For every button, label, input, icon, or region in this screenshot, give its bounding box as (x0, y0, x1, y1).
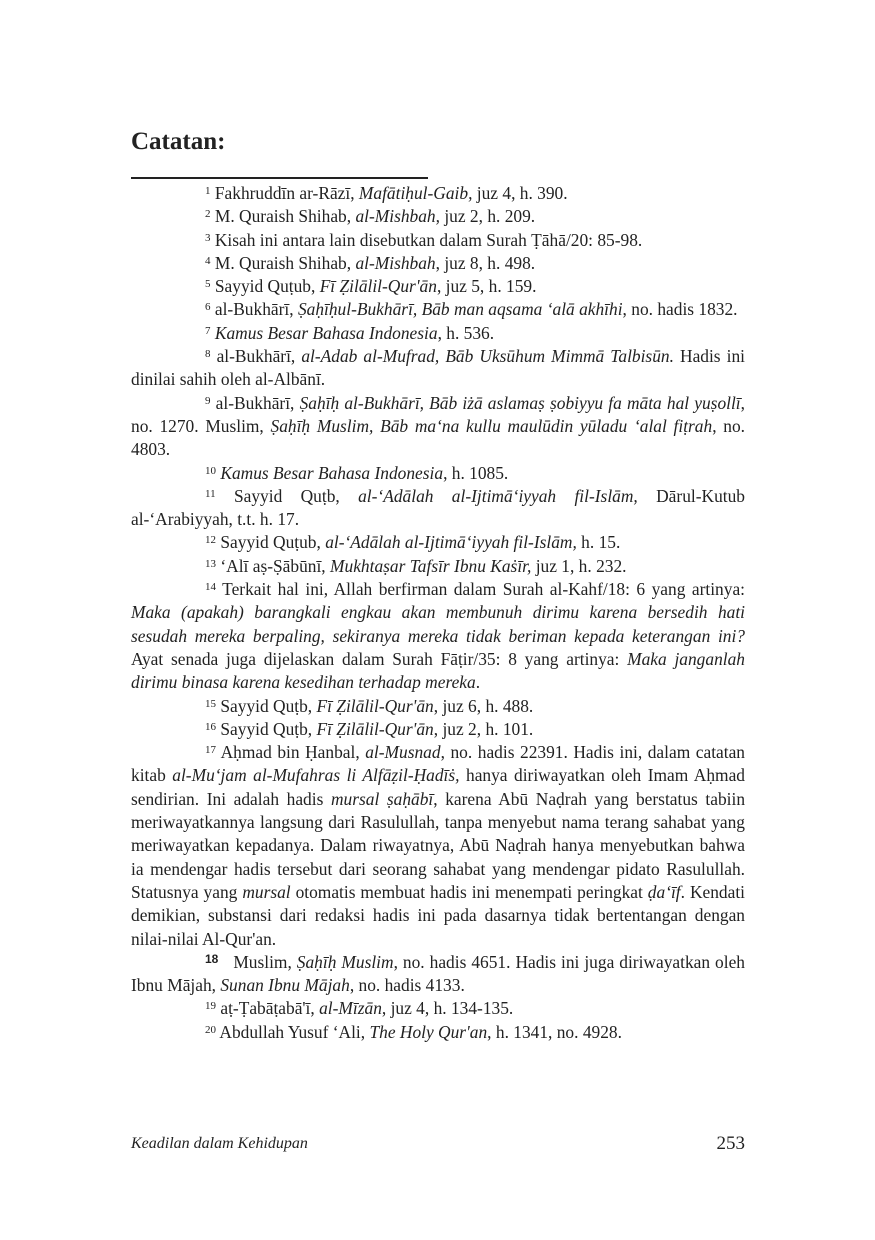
footnote-text: Sayyid Quṭub, (214, 276, 320, 297)
footnote-number: 6 (205, 301, 211, 314)
footnote-text: juz 2, h. 209. (439, 206, 536, 227)
footnote-number: 9 (205, 394, 211, 407)
footnote-17 (131, 741, 745, 951)
footnote-italic-text: Fī Ẓilālil-Qur'ān (316, 718, 434, 739)
footnote-number: 15 (205, 697, 216, 710)
footnote-14 (131, 578, 745, 694)
footnote-italic-text: Ṣaḥīḥ Muslim, Bāb ma‘na kullu maulūdin yūladu ‘alal fiṭrah (270, 415, 713, 436)
footnote-italic-text: Ṣaḥīḥ al-Bukhārī, Bāb iżā aslamaṣ ṣobiyyu fa māta hal yuṣollī (299, 392, 741, 413)
footnote-text: , juz 5, h. 159. (436, 276, 537, 297)
footnote-text: . (475, 672, 481, 693)
footnote-text: Kisah ini antara lain disebutkan dalam Surah Ṭāhā/20: 85-98. (214, 229, 643, 250)
footnote-2 (131, 205, 745, 228)
footnote-text: Ayat senada juga dijelaskan dalam Surah Fāṭir/35: 8 yang artinya: (131, 648, 628, 669)
footnote-4 (131, 252, 745, 275)
footnote-10 (131, 462, 745, 485)
footnote-italic-text: al-Mishbah, (355, 206, 440, 227)
footnote-italic-text: Fī Ẓilālil-Qur'ān (319, 276, 437, 297)
footnote-number: 18 (205, 951, 219, 966)
footnote-20 (131, 1021, 745, 1044)
footnote-text: Aḥmad bin Ḥanbal, (220, 742, 366, 763)
footnote-text: juz 1, h. 232. (531, 555, 627, 576)
footnote-text: . Kendati demikian, substansi dari redaksi hadis ini pada dasarnya tidak bertentangan dengan nilai-nilai Al-Qur'an. (131, 881, 745, 949)
footnote-text: , no. 4803. (131, 415, 746, 460)
footnote-text: Fakhruddīn ar-Rāzī, (214, 183, 359, 203)
footnote-text: Dārul-Kutub al-‘Arabiyyah, t.t. h. 17. (131, 485, 745, 530)
footnote-text: Sayyid Quṭb, (233, 485, 359, 506)
footnote-text: ‘Alī aṣ-Ṣābūnī, (220, 555, 331, 576)
footnote-italic-text: Mukhtaṣar Tafsīr Ibnu Kaṡīr, (330, 555, 532, 576)
footnote-text: h. 15. (576, 532, 621, 553)
footnote-italic-text: Ṣaḥīḥ Muslim (296, 951, 394, 972)
footnote-italic-text: mursal ṣaḥābī (330, 788, 434, 809)
footnote-text: Sayyid Quṭb, (220, 695, 317, 716)
footnote-text: otomatis membuat hadis ini menempati peringkat (290, 881, 648, 902)
footnote-text: al-Bukhārī, (214, 299, 298, 320)
footnote-italic-text: al-Musnad (365, 742, 441, 763)
footnote-number: 7 (205, 324, 211, 337)
footnote-italic-text: mursal (242, 881, 291, 902)
footnote-3 (131, 229, 745, 252)
footnote-text: Abdullah Yusuf ‘Ali, (219, 1021, 370, 1042)
footnote-italic-text: Maka janganlah dirimu binasa karena kesedihan terhadap mereka (131, 648, 745, 693)
footnote-number: 5 (205, 278, 211, 291)
footnote-number: 19 (205, 1000, 216, 1013)
footnote-italic-text: ḍa‘īf (647, 881, 681, 902)
footnote-text: , karena Abū Naḍrah yang berstatus tabiin meriwayatkannya langsung dari Rasulullah, tanpa menyebut nama terang sahabat yang meriwayatkan kepadanya. Dalam riwayatnya, Abū Naḍrah hanya menyebutkan bahwa ia mendengar hadis tersebut dari seorang sahabat yang mendengar pidato Rasulullah. Statusnya yang (131, 788, 746, 902)
footnote-text: Terkait hal ini, Allah berfirman dalam Surah al-Kahf/18: 6 yang artinya: (222, 579, 745, 600)
footnote-italic-text: Fī Ẓilālil-Qur'ān (316, 695, 434, 716)
footnote-text: , no. hadis 1832. (622, 299, 738, 320)
footnote-italic-text: al-‘Adālah al-Ijtimā‘iyyah fil-Islām, (358, 485, 638, 506)
footnote-8 (131, 345, 745, 392)
footnote-text: M. Quraish Shihab, (214, 206, 356, 227)
footnote-number: 12 (205, 534, 216, 547)
footnote-text: , juz 8, h. 498. (435, 252, 536, 273)
footnote-italic-text: Maka (apakah) barangkali engkau akan membunuh dirimu karena bersedih hati sesudah mereka berpaling, sekiranya mereka tidak beriman kepada keterangan ini? (131, 602, 745, 646)
footnote-italic-text: Kamus Besar Bahasa Indonesia (214, 322, 438, 343)
footnote-text: , juz 4, h. 134-135. (381, 998, 514, 1019)
footnote-text: , h. 1341, no. 4928. (487, 1021, 622, 1042)
footnote-text: juz 4, h. 390. (472, 183, 568, 203)
footnote-5 (131, 275, 745, 298)
footnote-number: 8 (205, 348, 211, 361)
footnote-text: , h. 1085. (443, 462, 509, 483)
footnote-italic-text: al-Adab al-Mufrad, Bāb Uksūhum Mimmā Talbisūn. (301, 346, 674, 367)
footnote-number: 13 (205, 557, 216, 570)
footnote-number: 11 (205, 487, 216, 500)
footnote-italic-text: al-‘Adālah al-Ijtimā‘iyyah fil-Islām, (325, 532, 577, 553)
footnote-italic-text: al-Mu‘jam al-Mufahras li Alfāẓil-Ḥadīṡ, (172, 765, 460, 786)
footnote-12 (131, 531, 745, 554)
footnote-13 (131, 555, 745, 578)
footnote-19 (131, 997, 745, 1020)
footnote-number: 14 (205, 581, 216, 594)
footnote-text: al-Bukhārī, (216, 346, 302, 367)
footnote-number: 4 (205, 254, 211, 267)
footnote-text: , juz 2, h. 101. (433, 718, 534, 739)
footnote-text: Muslim, (233, 951, 297, 972)
footnote-text: Sayyid Quṭb, (220, 718, 317, 739)
footnote-text: , juz 6, h. 488. (433, 695, 534, 716)
footnote-11 (131, 485, 745, 532)
footnote-text: , no. hadis 4133. (349, 975, 465, 996)
page-number: 253 (716, 1133, 745, 1154)
footnote-16 (131, 718, 745, 741)
footnote-6 (131, 298, 745, 321)
footnote-italic-text: Sunan Ibnu Mājah (220, 975, 350, 996)
footnote-9 (131, 392, 745, 462)
footnote-text: , h. 536. (437, 322, 495, 343)
footnote-1 (131, 182, 745, 205)
footnote-number: 2 (205, 208, 211, 221)
footnote-text: aṭ-Ṭabāṭabā'ī, (220, 998, 320, 1019)
footnote-number: 17 (205, 744, 216, 757)
footnote-15 (131, 695, 745, 718)
footnote-italic-text: Kamus Besar Bahasa Indonesia (220, 462, 444, 483)
footnote-number: 20 (205, 1023, 216, 1036)
running-footer-title: Keadilan dalam Kehidupan (131, 1135, 308, 1152)
footnote-list (131, 182, 745, 1044)
footnote-text: hanya diriwayatkan oleh Imam Aḥmad sendirian. Ini adalah hadis (131, 765, 745, 809)
footnote-text: M. Quraish Shihab, (214, 252, 356, 273)
footnote-text: , no. hadis 22391. Hadis ini, dalam catatan kitab (131, 742, 746, 786)
footnote-text: Hadis ini dinilai sahih oleh al-Albānī. (131, 346, 745, 390)
footnote-7 (131, 322, 745, 345)
footnote-18 (131, 951, 745, 998)
heading-rule (131, 177, 428, 179)
footnote-number: 10 (205, 464, 216, 477)
notes-heading: Catatan: (131, 128, 226, 155)
footnote-text: al-Bukhārī, (215, 392, 300, 413)
footnote-number: 3 (205, 231, 211, 244)
footnote-italic-text: The Holy Qur'an (369, 1021, 488, 1042)
footnote-italic-text: al-Mishbah (355, 252, 436, 273)
footnote-text: , no. 1270. Muslim, (131, 392, 746, 436)
footnote-italic-text: Ṣaḥīḥul-Bukhārī, Bāb man aqsama ‘alā akhīhi (297, 299, 623, 320)
footnote-text: Sayyid Quṭub, (220, 532, 326, 553)
footnote-number: 16 (205, 720, 216, 733)
footnote-number: 1 (205, 185, 211, 197)
footnote-italic-text: Mafātiḥul-Gaib, (358, 183, 473, 203)
footnote-italic-text: al-Mīzān (319, 998, 382, 1019)
footnote-text: , no. hadis 4651. Hadis ini juga diriwayatkan oleh Ibnu Mājah, (131, 951, 745, 996)
